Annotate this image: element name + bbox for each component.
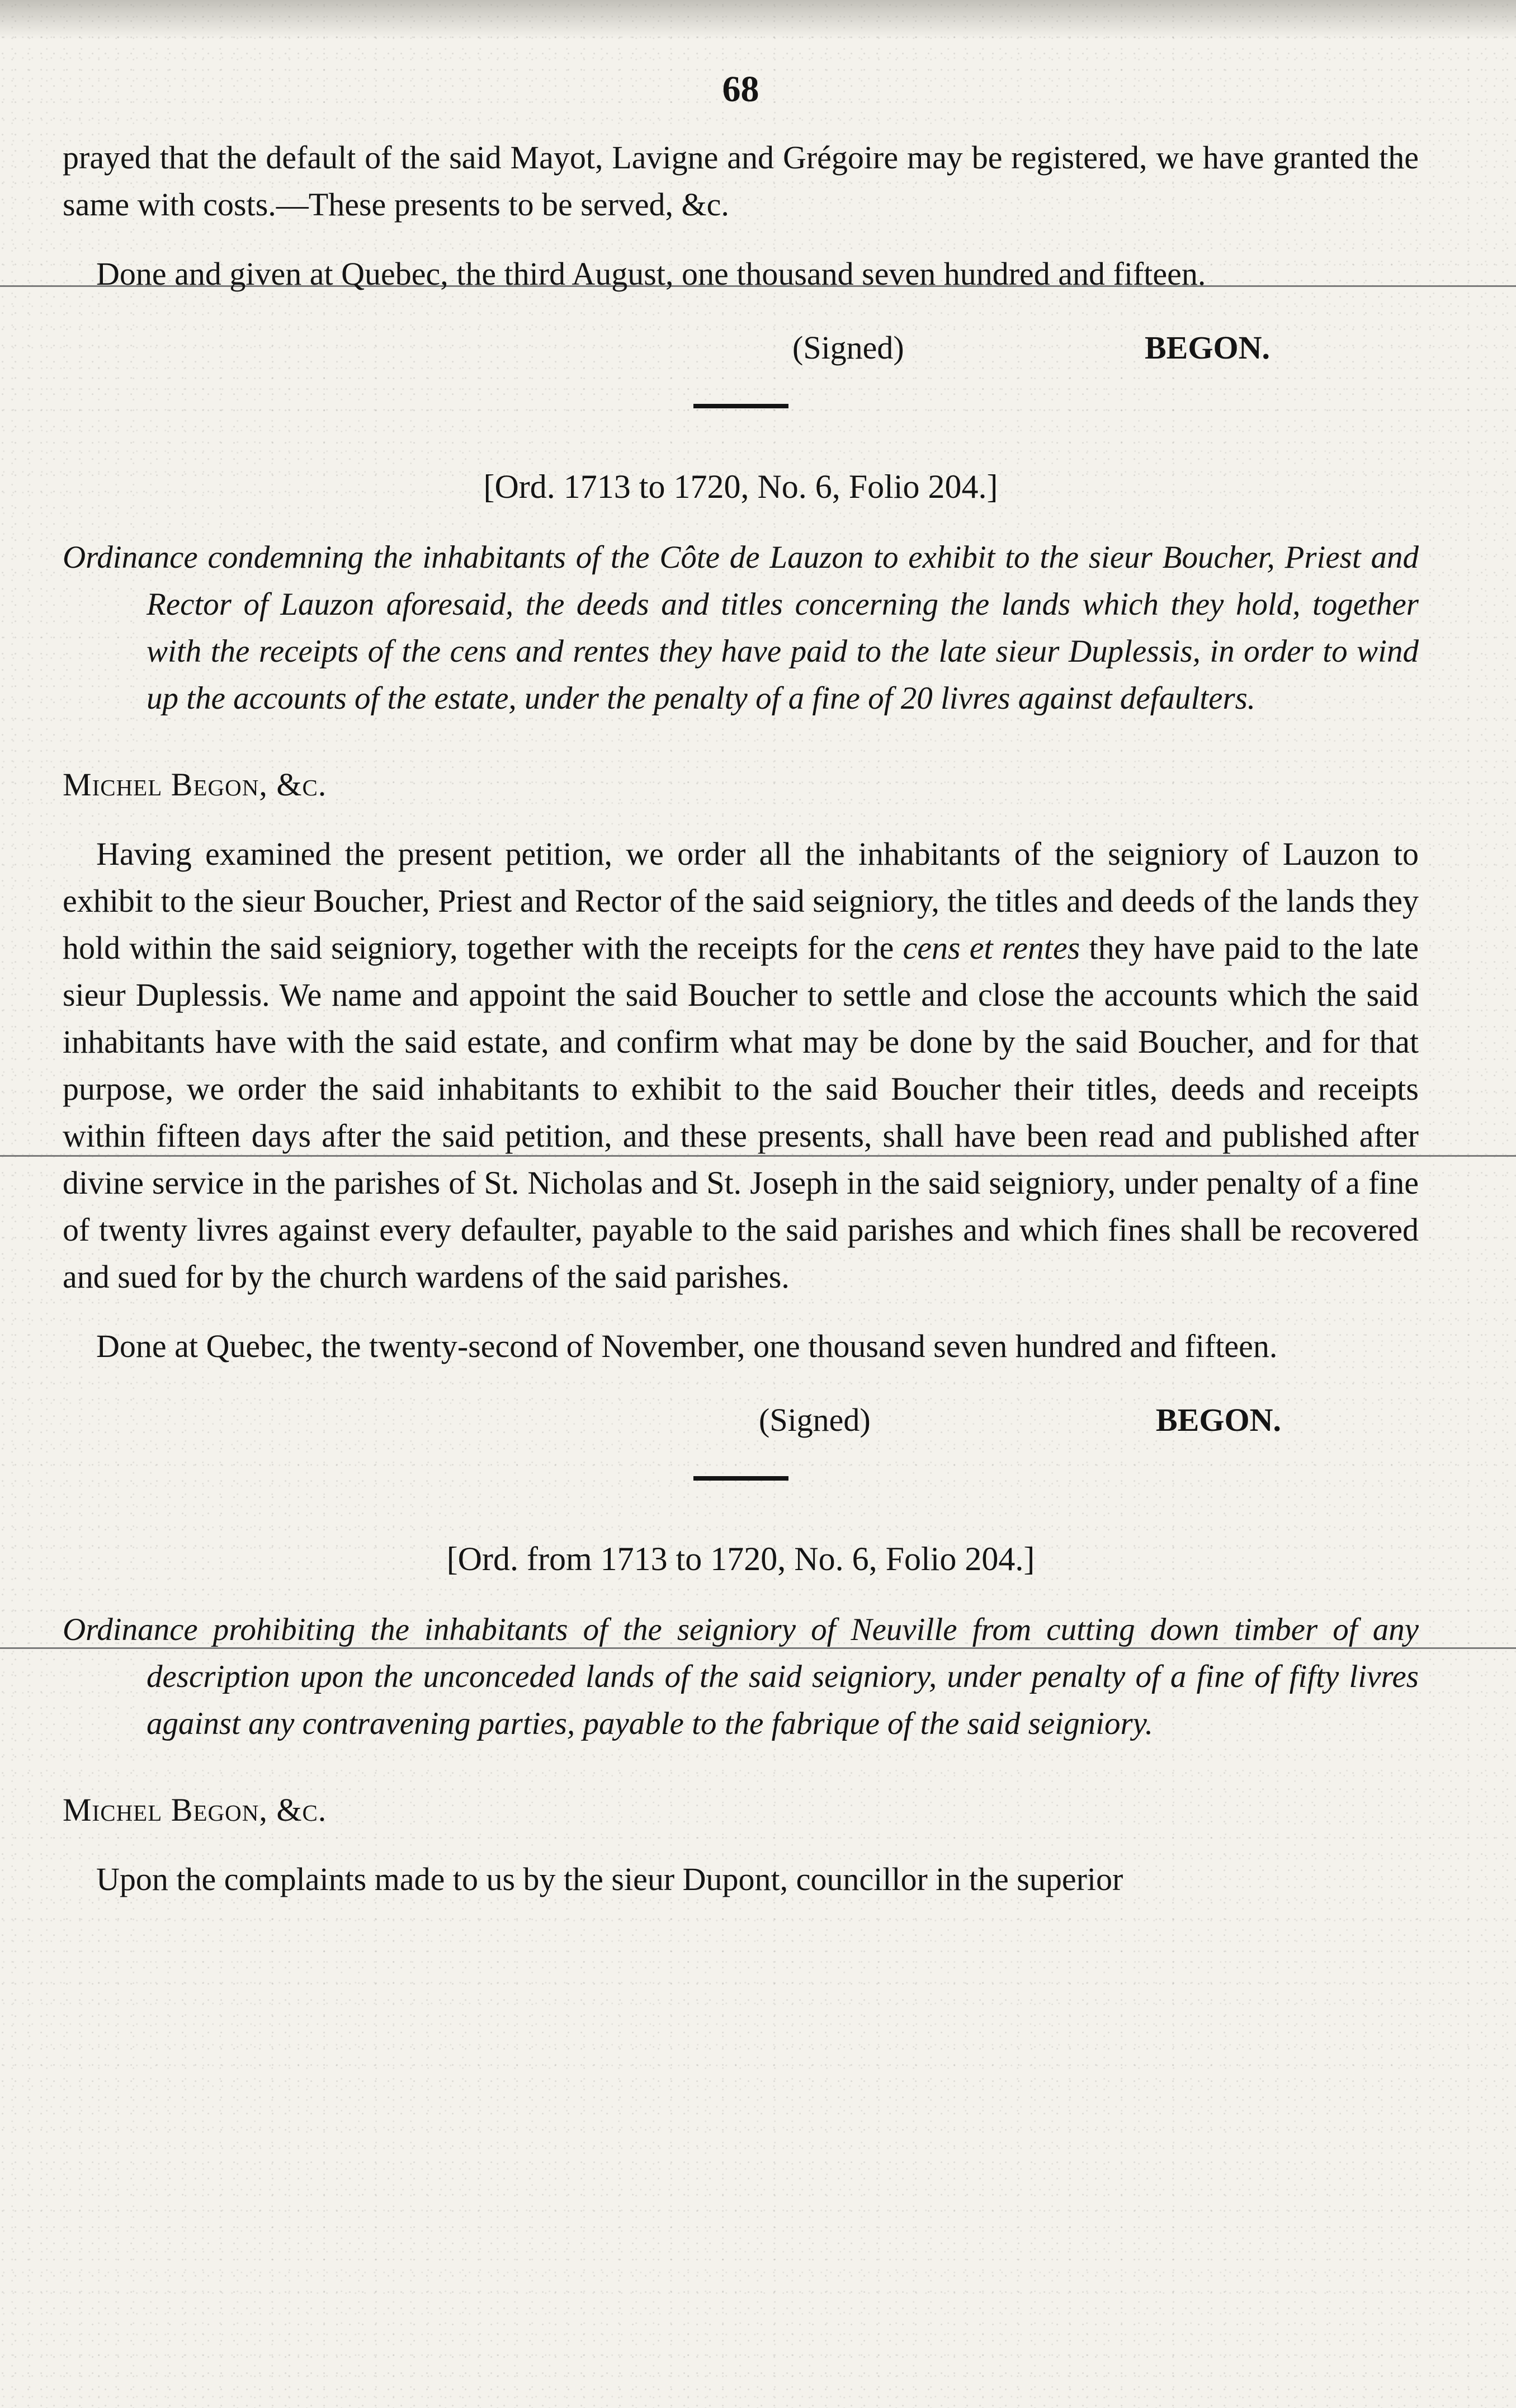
intro-paragraph: prayed that the default of the said Mayot, Lavigne and Grégoire may be registered, we have granted the same with costs.—These presents to be served, &c. [63, 139, 1419, 223]
ordinance-1-reference: [Ord. 1713 to 1720, No. 6, Folio 204.] [483, 468, 998, 505]
ordinance-1-dated-line: Done at Quebec, the twenty-second of November, one thousand seven hundred and fifteen. [96, 1328, 1278, 1364]
ordinance-2-summary: Ordinance prohibiting the inhabitants of the seigniory of Neuville from cutting down timber of any description upon the unconceded lands of the said seigniory, under penalty of a fine of fifty livres against any contravening parties, payable to the fabrique of the said seigniory. [63, 1612, 1419, 1741]
ordinance-1-summary: Ordinance condemning the inhabitants of the Côte de Lauzon to exhibit to the sieur Boucher, Priest and Rector of Lauzon aforesaid, the deeds and titles concerning the lands which they hold, together with the receipts of the cens and rentes they have paid to the late sieur Duplessis, in order to wind up the accounts of the estate, under the penalty of a fine of 20 livres against defaulters. [63, 540, 1419, 716]
body-text-part: Having examined the present petition, we order all the inhabitants of the seigniory of Lauzon to exhibit to the sieur Boucher, Priest and Rector of the said seigniory, the titles and deeds of the lands they hold within the said seigniory, together with the receipts for the [63, 836, 1419, 966]
body-italic-term: cens et rentes [903, 930, 1080, 966]
signatory-name: BEGON. [1145, 329, 1270, 366]
section-divider [693, 404, 788, 408]
scan-noise-band [0, 0, 1516, 39]
body-text-part: they have paid to the late sieur Duplessis. We name and appoint the said Boucher to settle and close the accounts which the said inhabitants have with the said estate, and confirm what may be done by the said Boucher, and for that purpose, we order the said inhabitants to exhibit to the said Boucher their titles, deeds and receipts within fifteen days after the said petition, and these presents, shall have been read and published after divine service in the parishes of St. Nicholas and St. Joseph in the said seigniory, under penalty of a fine of twenty livres against every defaulter, payable to the said parishes and which fines shall be recovered and sued for by the church wardens of the said parishes. [63, 930, 1419, 1295]
signed-label: (Signed) [792, 329, 904, 366]
page-content [63, 62, 1419, 1903]
page-number: 68 [722, 69, 759, 110]
signatory-name: BEGON. [1156, 1402, 1281, 1438]
intro-signature [63, 320, 1419, 376]
signed-label: (Signed) [759, 1402, 871, 1438]
ordinance-2-author: Michel Begon, &c. [63, 1792, 327, 1828]
intro-dated-line: Done and given at Quebec, the third August, one thousand seven hundred and fifteen. [96, 256, 1206, 292]
ordinance-2-reference: [Ord. from 1713 to 1720, No. 6, Folio 204.] [446, 1540, 1035, 1577]
ordinance-1-author: Michel Begon, &c. [63, 766, 327, 803]
ordinance-1-signature [63, 1392, 1419, 1448]
ordinance-1-body [63, 831, 1419, 1300]
section-divider [693, 1476, 788, 1481]
ordinance-2-body: Upon the complaints made to us by the sieur Dupont, councillor in the superior [96, 1861, 1123, 1897]
